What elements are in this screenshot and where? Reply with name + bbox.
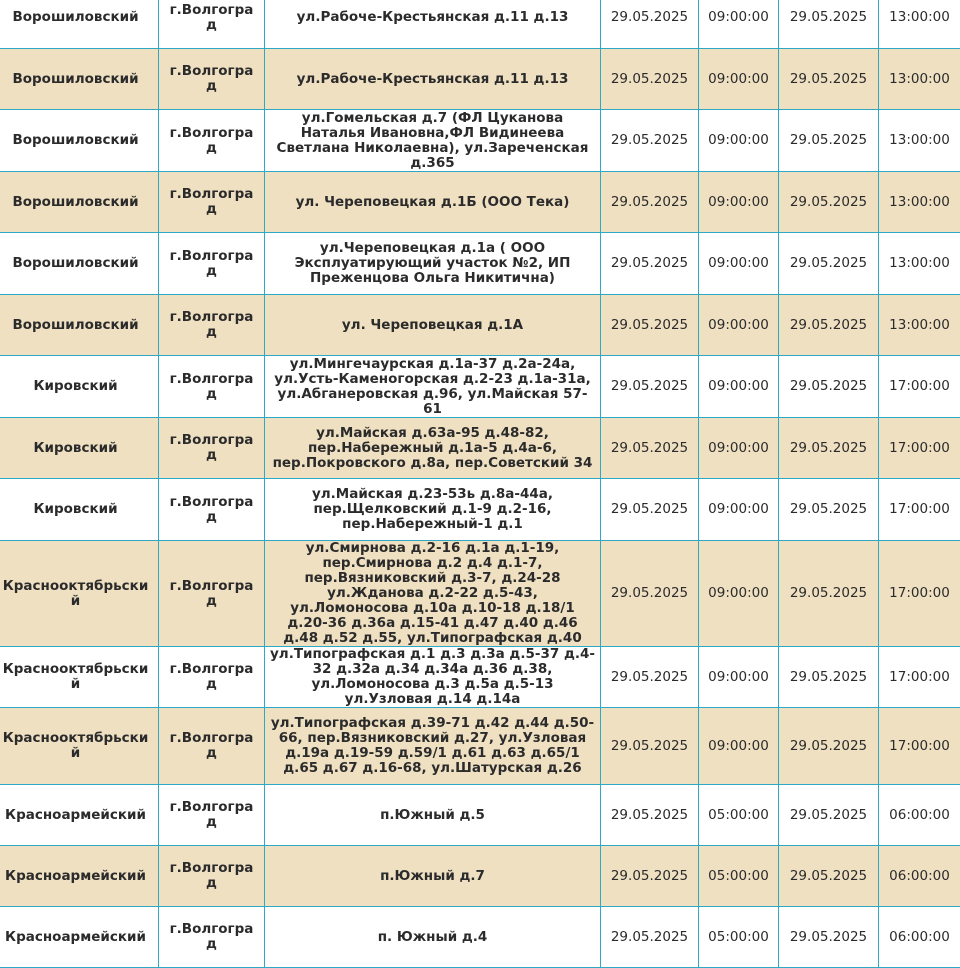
start-date-cell: 29.05.2025 — [601, 907, 699, 968]
district-cell: Краснооктябрьский — [0, 541, 159, 647]
table-row — [0, 846, 960, 907]
end-time-cell: 06:00:00 — [879, 785, 960, 846]
address-cell: ул.Смирнова д.2-16 д.1а д.1-19, пер.Смирнова д.2 д.4 д.1-7, пер.Вязниковский д.3-7, д.24-28 ул.Жданова д.2-22 д.5-43, ул.Ломоносова д.10а д.10-18 д.18/1 д.20-36 д.36а д.15-41 д.47 д.40 д.46 д.48 д.52 д.55, ул.Типографская д.40 — [265, 541, 601, 647]
start-time-cell: 09:00:00 — [699, 233, 779, 295]
start-date-cell: 29.05.2025 — [601, 785, 699, 846]
start-date-cell: 29.05.2025 — [601, 647, 699, 708]
address-cell: п. Южный д.4 — [265, 907, 601, 968]
table-row — [0, 479, 960, 541]
address-cell: ул.Мингечаурская д.1а-37 д.2а-24а, ул.Усть-Каменогорская д.2-23 д.1а-31а, ул.Абганеровская д.96, ул.Майская 57-61 — [265, 356, 601, 418]
end-time-cell: 06:00:00 — [879, 846, 960, 907]
district-cell: Ворошиловский — [0, 295, 159, 356]
start-date-cell: 29.05.2025 — [601, 708, 699, 785]
district-cell: Краснооктябрьский — [0, 708, 159, 785]
start-date-cell: 29.05.2025 — [601, 846, 699, 907]
table-row — [0, 0, 960, 49]
table-row — [0, 356, 960, 418]
end-date-cell: 29.05.2025 — [779, 295, 879, 356]
start-date-cell: 29.05.2025 — [601, 541, 699, 647]
start-time-cell: 09:00:00 — [699, 541, 779, 647]
end-time-cell: 13:00:00 — [879, 110, 960, 172]
end-time-cell: 13:00:00 — [879, 172, 960, 233]
start-time-cell: 05:00:00 — [699, 907, 779, 968]
end-date-cell: 29.05.2025 — [779, 647, 879, 708]
start-time-cell: 09:00:00 — [699, 110, 779, 172]
city-cell: г.Волгоград — [159, 295, 265, 356]
end-time-cell: 17:00:00 — [879, 541, 960, 647]
end-date-cell: 29.05.2025 — [779, 172, 879, 233]
end-date-cell: 29.05.2025 — [779, 49, 879, 110]
city-cell: г.Волгоград — [159, 356, 265, 418]
start-date-cell: 29.05.2025 — [601, 356, 699, 418]
district-cell: Кировский — [0, 356, 159, 418]
start-date-cell: 29.05.2025 — [601, 233, 699, 295]
district-cell: Красноармейский — [0, 907, 159, 968]
end-time-cell: 13:00:00 — [879, 233, 960, 295]
start-time-cell: 09:00:00 — [699, 0, 779, 49]
end-time-cell: 17:00:00 — [879, 356, 960, 418]
end-date-cell: 29.05.2025 — [779, 418, 879, 479]
end-time-cell: 13:00:00 — [879, 0, 960, 49]
start-date-cell: 29.05.2025 — [601, 49, 699, 110]
address-cell: п.Южный д.7 — [265, 846, 601, 907]
start-date-cell: 29.05.2025 — [601, 479, 699, 541]
start-time-cell: 05:00:00 — [699, 846, 779, 907]
address-cell: ул.Майская д.63а-95 д.48-82, пер.Набережный д.1а-5 д.4а-6, пер.Покровского д.8а, пер.Советский 34 — [265, 418, 601, 479]
table-row — [0, 541, 960, 647]
end-time-cell: 17:00:00 — [879, 479, 960, 541]
address-cell: ул. Череповецкая д.1А — [265, 295, 601, 356]
address-cell: ул.Гомельская д.7 (ФЛ Цуканова Наталья Ивановна,ФЛ Видинеева Светлана Николаевна), ул.Зареченская д.365 — [265, 110, 601, 172]
address-cell: ул.Майская д.23-53ь д.8а-44а, пер.Щелковский д.1-9 д.2-16, пер.Набережный-1 д.1 — [265, 479, 601, 541]
address-cell: ул.Типографская д.1 д.3 д.3а д.5-37 д.4-32 д.32а д.34 д.34а д.36 д.38, ул.Ломоносова д.3 д.5а д.5-13 ул.Узловая д.14 д.14а — [265, 647, 601, 708]
start-time-cell: 09:00:00 — [699, 49, 779, 110]
district-cell: Ворошиловский — [0, 110, 159, 172]
end-date-cell: 29.05.2025 — [779, 356, 879, 418]
end-time-cell: 17:00:00 — [879, 647, 960, 708]
start-time-cell: 09:00:00 — [699, 418, 779, 479]
start-time-cell: 05:00:00 — [699, 785, 779, 846]
address-cell: ул.Рабоче-Крестьянская д.11 д.13 — [265, 49, 601, 110]
start-date-cell: 29.05.2025 — [601, 172, 699, 233]
end-time-cell: 06:00:00 — [879, 907, 960, 968]
end-date-cell: 29.05.2025 — [779, 110, 879, 172]
end-date-cell: 29.05.2025 — [779, 233, 879, 295]
end-date-cell: 29.05.2025 — [779, 0, 879, 49]
city-cell: г.Волгоград — [159, 846, 265, 907]
end-time-cell: 13:00:00 — [879, 295, 960, 356]
city-cell: г.Волгоград — [159, 418, 265, 479]
district-cell: Красноармейский — [0, 785, 159, 846]
start-time-cell: 09:00:00 — [699, 356, 779, 418]
table-row — [0, 418, 960, 479]
end-date-cell: 29.05.2025 — [779, 541, 879, 647]
end-date-cell: 29.05.2025 — [779, 785, 879, 846]
city-cell: г.Волгоград — [159, 49, 265, 110]
start-time-cell: 09:00:00 — [699, 172, 779, 233]
end-time-cell: 13:00:00 — [879, 49, 960, 110]
district-cell: Ворошиловский — [0, 0, 159, 49]
city-cell: г.Волгоград — [159, 479, 265, 541]
table-row — [0, 785, 960, 846]
district-cell: Ворошиловский — [0, 172, 159, 233]
city-cell: г.Волгоград — [159, 110, 265, 172]
address-cell: ул.Рабоче-Крестьянская д.11 д.13 — [265, 0, 601, 49]
district-cell: Красноармейский — [0, 846, 159, 907]
end-time-cell: 17:00:00 — [879, 708, 960, 785]
start-time-cell: 09:00:00 — [699, 295, 779, 356]
city-cell: г.Волгоград — [159, 541, 265, 647]
table-row — [0, 647, 960, 708]
start-time-cell: 09:00:00 — [699, 708, 779, 785]
address-cell: ул.Череповецкая д.1а ( ООО Эксплуатирующий участок №2, ИП Преженцова Ольга Никитична) — [265, 233, 601, 295]
table-row — [0, 233, 960, 295]
start-time-cell: 09:00:00 — [699, 479, 779, 541]
start-date-cell: 29.05.2025 — [601, 295, 699, 356]
address-cell: п.Южный д.5 — [265, 785, 601, 846]
end-date-cell: 29.05.2025 — [779, 907, 879, 968]
table-row — [0, 708, 960, 785]
table-row — [0, 49, 960, 110]
start-date-cell: 29.05.2025 — [601, 0, 699, 49]
end-date-cell: 29.05.2025 — [779, 846, 879, 907]
address-cell: ул.Типографская д.39-71 д.42 д.44 д.50-66, пер.Вязниковский д.27, ул.Узловая д.19а д.19-59 д.59/1 д.61 д.63 д.65/1 д.65 д.67 д.16-68, ул.Шатурская д.26 — [265, 708, 601, 785]
table-row — [0, 110, 960, 172]
address-cell: ул. Череповецкая д.1Б (ООО Тека) — [265, 172, 601, 233]
start-date-cell: 29.05.2025 — [601, 110, 699, 172]
city-cell: г.Волгоград — [159, 0, 265, 49]
end-date-cell: 29.05.2025 — [779, 708, 879, 785]
end-time-cell: 17:00:00 — [879, 418, 960, 479]
city-cell: г.Волгоград — [159, 785, 265, 846]
city-cell: г.Волгоград — [159, 647, 265, 708]
city-cell: г.Волгоград — [159, 172, 265, 233]
city-cell: г.Волгоград — [159, 708, 265, 785]
start-time-cell: 09:00:00 — [699, 647, 779, 708]
district-cell: Краснооктябрьский — [0, 647, 159, 708]
city-cell: г.Волгоград — [159, 907, 265, 968]
table-row — [0, 172, 960, 233]
city-cell: г.Волгоград — [159, 233, 265, 295]
end-date-cell: 29.05.2025 — [779, 479, 879, 541]
start-date-cell: 29.05.2025 — [601, 418, 699, 479]
district-cell: Ворошиловский — [0, 233, 159, 295]
district-cell: Кировский — [0, 479, 159, 541]
table-row — [0, 907, 960, 968]
district-cell: Кировский — [0, 418, 159, 479]
district-cell: Ворошиловский — [0, 49, 159, 110]
table-row — [0, 295, 960, 356]
